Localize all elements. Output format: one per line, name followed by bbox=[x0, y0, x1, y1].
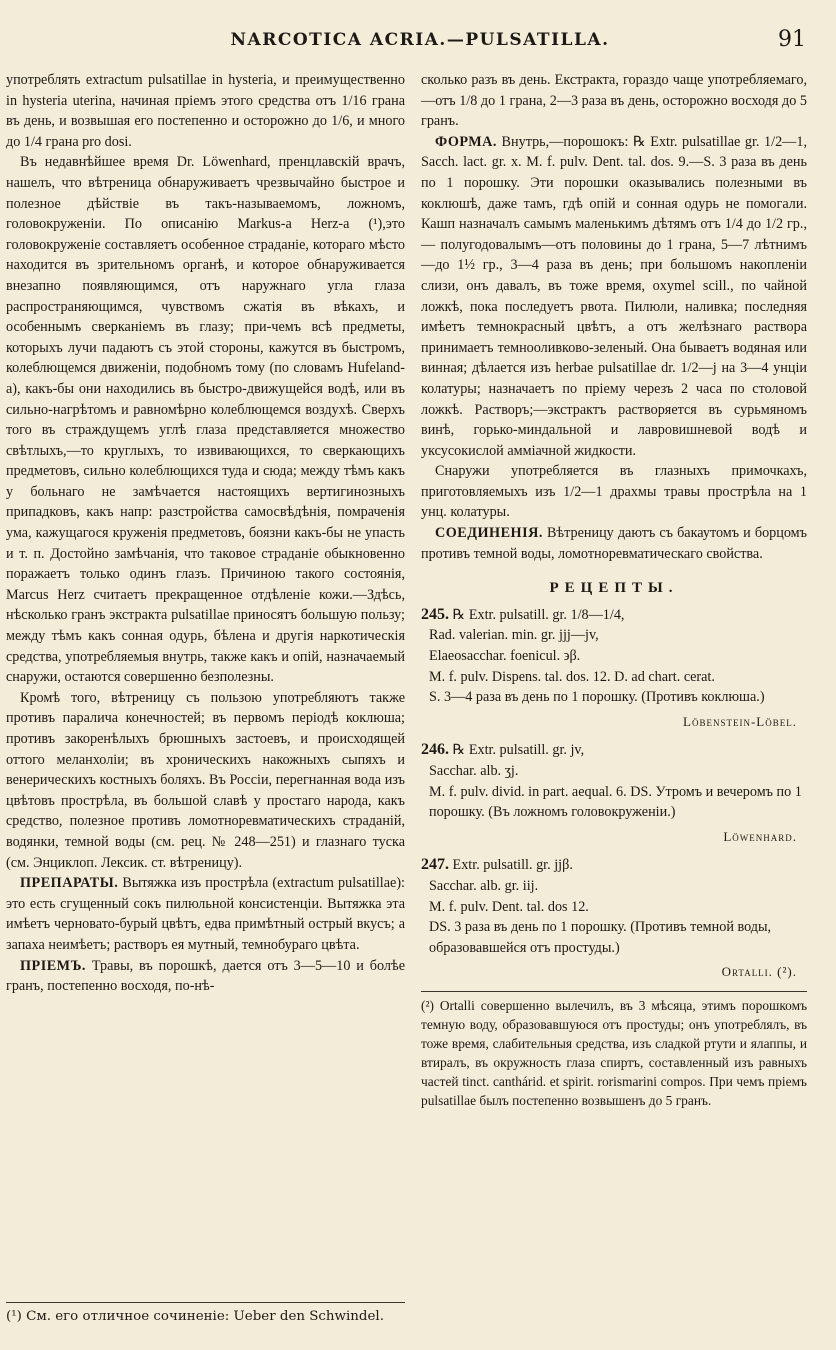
recipe-line bbox=[421, 855, 807, 876]
recipe-number: 247. bbox=[421, 856, 449, 874]
section-lead: СОЕДИНЕНІЯ. bbox=[435, 525, 543, 542]
form-paragraph bbox=[421, 132, 807, 462]
paragraph: Въ недавнѣйшее время Dr. Löwenhard, пренцлавскій врачъ, нашелъ, что вѣтреница обнаруживаетъ чрезвычайно быстрое и полезное дѣйствіе въ такъ-называемомъ, ложномъ, головокруженіи. По описанію Markus-а Herz-а (¹),это головокруженіе составляетъ особенное страданіе, котораго мѣсто находится въ зрительномъ органѣ, и которое обнаруживается внезапно появляющимся, отъ наружнаго угла глаза распространяющимся, чувствомъ сжатія въ вѣкахъ, и особеннымъ сверканіемъ въ глазу; при-чемъ всѣ предметы, которыхъ лучи падаютъ съ этой стороны, кажутся въ быстромъ, колеблющемся движеніи, подобномъ тому (по словамъ Hufeland-а), какъ-бы они находились въ быстро-движущейся водѣ, или въ сильно-нагрѣтомъ и равномѣрно колеблющемся воздухѣ. Сверхъ того въ страждущемъ углѣ глаза представляется множество свѣтлыхъ,—то круглыхъ, то извивающихся, то сверкающихъ предметовъ, сильно колеблющихся туда и сюда; между тѣмъ какъ у больнаго не замѣчается настоящихъ вертигинозныхъ припадковъ, какъ напр: разстройства самосвѣдѣнія, помраченія ума, кажущагося круженія предметовъ, боязни какъ-бы не упасть и т. п. Достойно замѣчанія, что таковое страданіе обыкновенно поражаетъ только одинъ глазъ. Причиною такого состоянія, Marcus Herz считаетъ прекращенное отдѣленіе кожи.—Здѣсь, нѣсколько гранъ экстракта pulsatillae приносятъ большую пользу; между тѣмъ какъ сонная одурь, бѣлена и другія наркотическія средства, употребляемыя внутрь, также какъ и опій, назначаемый снаружи, остаются совершенно безполезны. bbox=[6, 154, 405, 686]
recipe-line: Sacchar. alb. ʒj. bbox=[429, 763, 519, 779]
recipe-line: Sacchar. alb. gr. iij. bbox=[429, 877, 539, 894]
footnote: (¹) См. его отличное сочиненіе: Ueber den Schwindel. bbox=[6, 1309, 384, 1324]
right-footnote-block bbox=[421, 991, 807, 1110]
paragraph: сколько разъ въ день. Екстракта, гораздо чаще употребляемаго,—отъ 1/8 до 1 грана, 2—3 раза въ день, осторожно восходя до 5 гранъ. bbox=[421, 72, 807, 130]
left-column bbox=[6, 70, 405, 997]
dosage-paragraph bbox=[6, 956, 405, 997]
footnote: (²) Ortalli совершенно вылечилъ, въ 3 мѣсяца, этимъ порошкомъ темную воду, образовавшуюся отъ простуды; онъ употреблялъ, въ тоже время, слабительныя средства, изъ сладкой ртути и ялаппы, и втиралъ, въ окружность глаза спиртъ, составленный изъ равныхъ частей tinct. canthárid. et spirit. rorismarini compos. При чемъ пріемъ pulsatillae былъ постепенно возвышенъ до 5 гранъ. bbox=[421, 997, 807, 1108]
section-lead: ПРІЕМЪ. bbox=[20, 957, 86, 974]
combos-paragraph bbox=[421, 523, 807, 564]
recipes-heading: РЕЦЕПТЫ. bbox=[549, 580, 679, 597]
recipe-line bbox=[421, 740, 807, 761]
preparations-paragraph bbox=[6, 873, 405, 955]
recipe-text: Extr. pulsatill. gr. jjβ. bbox=[452, 857, 573, 874]
recipe-author: Löwenhard. bbox=[723, 828, 797, 844]
footnote-rule bbox=[6, 1302, 405, 1303]
recipe-line: Rad. valerian. min. gr. jjj—jv, bbox=[429, 627, 599, 644]
recipe-line: Elaeosacchar. foenicul. ϶β. bbox=[429, 648, 581, 665]
recipe-line: M. f. pulv. divid. in part. aequal. 6. DS. Утромъ и вечеромъ по 1 порошку. (Въ ложномъ головокруженіи.) bbox=[429, 783, 802, 821]
left-footnote-block bbox=[6, 1294, 405, 1326]
page-header bbox=[0, 27, 836, 60]
column-gutter bbox=[413, 70, 414, 1300]
recipe-line: M. f. pulv. Dent. tal. dos 12. bbox=[429, 898, 589, 915]
paragraph: употреблять extractum pulsatillae in hysteria, и преимущественно in hysteria uterina, начиная пріемъ этого средства отъ 1/16 грана въ день, и возвышая его постепенно и осторожно до 1/6, и много до 1/4 грана pro dosi. bbox=[6, 72, 405, 150]
recipe-author: Ortalli. (²). bbox=[721, 964, 797, 980]
section-text: Вытяжка изъ прострѣла (extractum pulsatillae): это есть сгущенный сокъ пилюльной консистенціи. Вытяжка эта имѣетъ черновато-бурый цвѣтъ, едва примѣтный острый вкусъ; а запаха неимѣетъ; растворъ ея мутный, темнобураго цвѣта. bbox=[6, 875, 405, 953]
running-title: NARCOTICA ACRIA.—PULSATILLA. bbox=[230, 30, 610, 50]
recipe-line: DS. 3 раза въ день по 1 порошку. (Противъ темной воды, образовавшейся отъ простуды.) bbox=[429, 919, 772, 956]
recipe-text: ℞ Extr. pulsatill. gr. 1/8—1/4, bbox=[452, 606, 625, 623]
recipe-245 bbox=[421, 605, 807, 733]
right-column bbox=[421, 70, 807, 1110]
recipe-line bbox=[421, 605, 807, 626]
recipe-text: ℞ Extr. pulsatill. gr. jv, bbox=[452, 742, 585, 759]
recipe-246 bbox=[421, 740, 807, 847]
section-text: Вѣтреницу даютъ съ бакаутомъ и борцомъ противъ темной воды, ломотноревматическаго свойства. bbox=[421, 525, 807, 562]
recipe-line: S. 3—4 раза въ день по 1 порошку. (Противъ коклюша.) bbox=[429, 689, 765, 706]
recipe-247 bbox=[421, 855, 807, 983]
recipe-number: 245. bbox=[421, 605, 449, 623]
section-lead: ФОРМА. bbox=[435, 133, 497, 150]
page-number: 91 bbox=[778, 27, 806, 52]
paragraph: Снаружи употребляется въ глазныхъ примочкахъ, приготовляемыхъ изъ 1/2—1 драхмы травы прострѣла на 1 унц. колатуры. bbox=[421, 463, 807, 521]
section-text: Внутрь,—порошокъ: ℞ Extr. pulsatillae gr. 1/2—1, Sacch. lact. gr. x. M. f. pulv. Dent. tal. dos. 9.—S. 3 раза въ день по 1 порошку. Эти порошки оказывались полезными въ коклюшѣ, даже тамъ, гдѣ опій и сонная одурь не помогали. Кашп назначалъ самымъ маленькимъ дѣтямъ отъ 1/4 до 1/2 гр., — полугодовалымъ—отъ половины до 1 грана, 5—7 лѣтнимъ—до 1½ гр., 3—4 раза въ день; при большомъ накопленіи слизи, онъ давалъ, въ тоже время, oxymel scill., по чайной ложкѣ, пока последуетъ рвота. Пилюли, наливка; последняя имѣетъ темнокрасный цвѣтъ, а отъ желѣзнаго раствора принимаетъ темнооливково-зеленый. Она бываетъ водяная или винная; дѣлается изъ herbae pulsatillae dr. 1/2—j на 3—4 унціи колатуры; назначаетъ по пріему черезъ 2 часа по столовой ложкѣ. Растворъ;—экстрактъ растворяется въ сурьмяномъ винѣ, горько-миндальной и лавровишневой водѣ и уксусокислой аммiачной жидкости. bbox=[421, 133, 807, 459]
footnote-rule bbox=[421, 991, 807, 992]
recipe-author: Löbenstein-Löbel. bbox=[683, 713, 797, 729]
section-lead: ПРЕПАРАТЫ. bbox=[20, 875, 119, 892]
section-text: Травы, въ порошкѣ, дается отъ 3—5—10 и болѣе гранъ, постепенно восходя, по-нѣ- bbox=[6, 957, 405, 995]
recipe-number: 246. bbox=[421, 741, 449, 759]
paragraph: Кромѣ того, вѣтреницу съ пользою употребляютъ также противъ паралича конечностей; въ первомъ періодѣ коклюша; противъ закоренѣлыхъ брюшныхъ застоевъ, и происходящей оттого меланхоліи; въ хроническихъ накожныхъ сыпяхъ и венерическихъ костныхъ боляхъ. Въ Россіи, перегнанная вода изъ цвѣтовъ прострѣла, въ большой славѣ у простаго народа, какъ средство, полезное противъ ломотноревматическихъ страданій, водянки, темной воды (см. рец. № 248—251) и глазнаго туска (см. Энциклоп. Лексик. ст. вѣтреницу). bbox=[6, 689, 405, 871]
recipe-line: M. f. pulv. Dispens. tal. dos. 12. D. ad chart. cerat. bbox=[429, 668, 715, 685]
